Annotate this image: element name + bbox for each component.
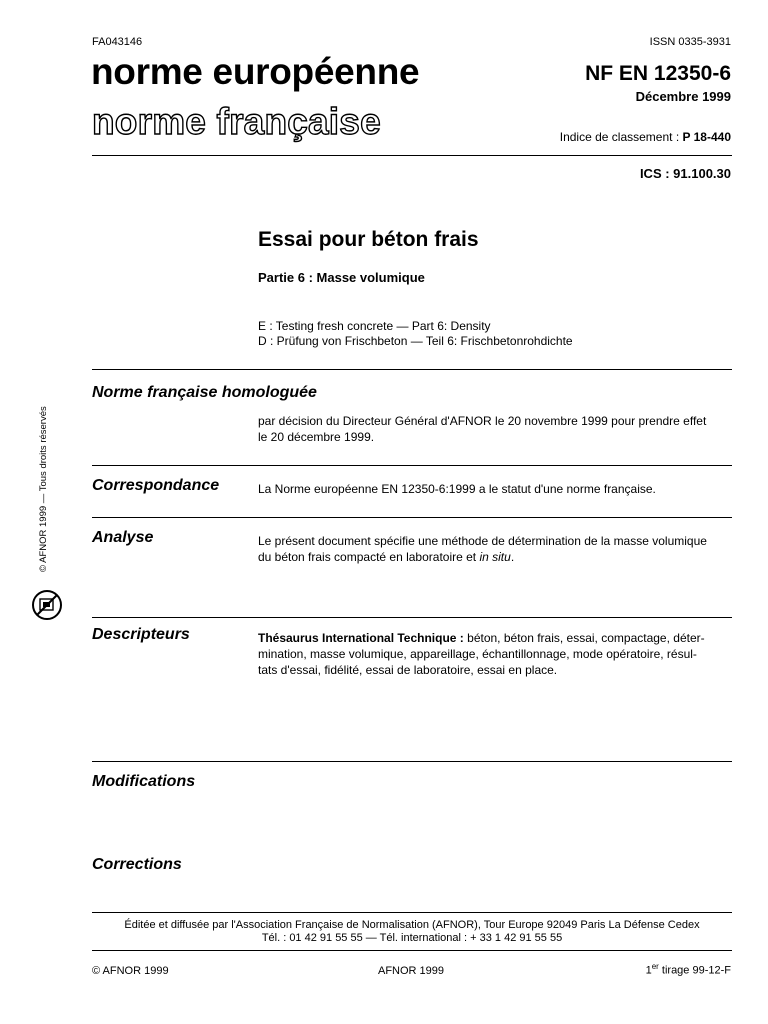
homologation-line-1: par décision du Directeur Général d'AFNOR le 20 novembre 1999 pour prendre effet [258, 414, 707, 428]
standard-date: Décembre 1999 [635, 89, 731, 104]
header-divider [92, 155, 732, 156]
classement-label: Indice de classement : [559, 130, 680, 144]
heading-homologation: Norme française homologuée [92, 384, 317, 401]
publisher-info [92, 919, 732, 945]
homologation-line-2: le 20 décembre 1999. [258, 430, 375, 444]
standard-number: NF EN 12350-6 [585, 62, 731, 85]
publisher-line-2: Tél. : 01 42 91 55 55 — Tél. international : + 33 1 42 91 55 55 [261, 932, 563, 944]
section-divider [92, 761, 732, 762]
analyse-line-2-end: . [510, 550, 515, 564]
section-divider [92, 465, 732, 466]
descripteurs-line-2: mination, masse volumique, appareillage, échantillonnage, mode opératoire, résul- [258, 647, 697, 661]
no-photocopy-icon [30, 588, 64, 622]
classement-index [560, 130, 731, 144]
title-norme-europeenne: norme européenne [91, 51, 420, 92]
section-divider [92, 517, 732, 518]
edition-number: 1 [645, 964, 652, 977]
analyse-in-situ: in situ [479, 550, 511, 564]
footer-center: AFNOR 1999 [378, 965, 445, 977]
publisher-line-1: Éditée et diffusée par l'Association Française de Normalisation (AFNOR), Tour Europe 92049 Paris La Défense Cedex [124, 919, 700, 931]
homologation-text [258, 413, 734, 445]
analyse-line-2-text: du béton frais compacté en laboratoire et [258, 550, 480, 564]
heading-descripteurs: Descripteurs [92, 626, 190, 643]
heading-modifications: Modifications [92, 773, 196, 790]
analyse-line-2 [258, 549, 734, 565]
heading-correspondance: Correspondance [92, 477, 220, 494]
footer-copyright: © AFNOR 1999 [92, 965, 169, 977]
classement-value: P 18-440 [682, 130, 731, 144]
translation-german: D : Prüfung von Frischbeton — Teil 6: Frischbetonrohdichte [258, 334, 573, 348]
issn-number: ISSN 0335-3931 [649, 36, 731, 48]
analyse-text [258, 533, 734, 565]
ics-code: ICS : 91.100.30 [639, 166, 731, 181]
edition-ordinal: er [651, 962, 659, 971]
side-copyright: © AFNOR 1999 — Tous droits réservés [38, 406, 49, 572]
document-code: FA043146 [92, 36, 143, 48]
descripteurs-line-3: tats d'essai, fidélité, essai de laboratoire, essai en place. [258, 663, 558, 677]
footer-edition [646, 962, 731, 977]
heading-corrections: Corrections [92, 856, 182, 873]
footer-divider [92, 912, 732, 913]
descripteurs-text [258, 630, 734, 678]
document-subtitle: Partie 6 : Masse volumique [258, 270, 425, 285]
edition-text: tirage 99-12-F [658, 964, 731, 977]
correspondance-text: La Norme européenne EN 12350-6:1999 a le statut d'une norme française. [258, 482, 656, 496]
section-divider [92, 369, 732, 370]
analyse-line-1: Le présent document spécifie une méthode de détermination de la masse volumique [258, 534, 707, 548]
translation-english: E : Testing fresh concrete — Part 6: Density [258, 319, 491, 333]
section-divider [92, 617, 732, 618]
descripteurs-label: Thésaurus International Technique : [258, 631, 464, 645]
descripteurs-line-1 [258, 630, 734, 646]
title-norme-francaise: norme française [92, 101, 381, 142]
document-title: Essai pour béton frais [258, 228, 479, 251]
heading-analyse: Analyse [92, 529, 154, 546]
descripteurs-line-1-text: béton, béton frais, essai, compactage, déter- [463, 631, 705, 645]
footer-divider [92, 950, 732, 951]
